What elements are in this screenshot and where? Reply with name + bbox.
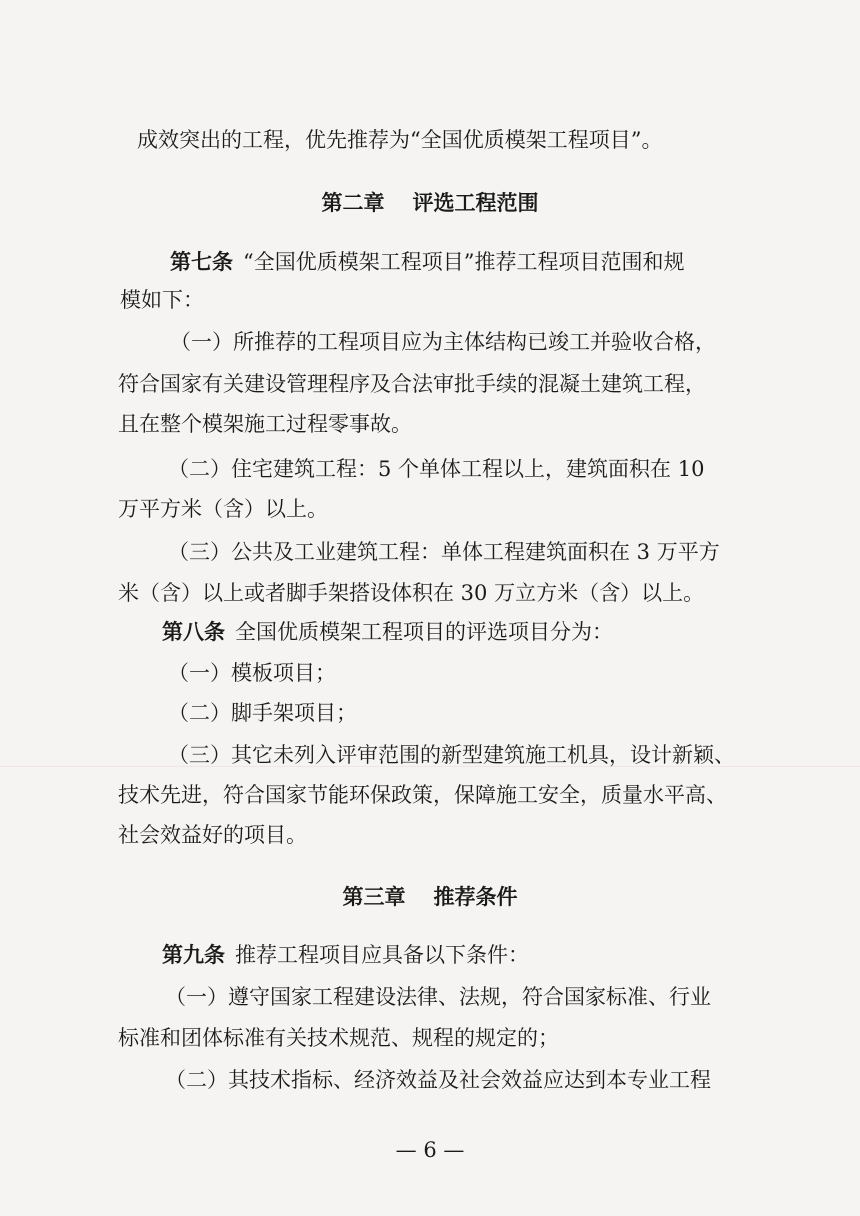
article-line	[170, 247, 684, 277]
body-line: 符合国家有关建设管理程序及合法审批手续的混凝土建筑工程，	[118, 372, 706, 396]
chapter-title: 推荐条件	[433, 885, 518, 909]
body-line: 成效突出的工程，优先推荐为“全国优质模架工程项目”。	[137, 128, 663, 152]
article-label: 第八条	[162, 620, 225, 644]
body-line: （三）公共及工业建筑工程：单体工程建筑面积在 3 万平方	[168, 540, 720, 564]
body-line: 万平方米（含）以上。	[118, 497, 328, 521]
body-line: （一）模板项目；	[168, 661, 336, 685]
chapter-heading	[0, 188, 860, 218]
body-line: 模如下：	[120, 288, 204, 312]
article-line	[162, 617, 613, 647]
chapter-number: 第三章	[342, 885, 406, 909]
body-line: （一）遵守国家工程建设法律、法规，符合国家标准、行业	[165, 985, 711, 1009]
article-line	[162, 940, 529, 970]
body-line: 米（含）以上或者脚手架搭设体积在 30 万立方米（含）以上。	[118, 581, 705, 605]
chapter-number: 第二章	[321, 191, 385, 215]
body-line: 技术先进，符合国家节能环保政策，保障施工安全，质量水平高、	[118, 783, 727, 807]
body-line: （二）住宅建筑工程：5 个单体工程以上，建筑面积在 10	[168, 457, 705, 481]
body-line: 社会效益好的项目。	[118, 823, 307, 847]
article-text: 全国优质模架工程项目的评选项目分为：	[235, 620, 613, 644]
body-line: （二）其技术指标、经济效益及社会效益应达到本专业工程	[165, 1068, 711, 1092]
article-text: “全国优质模架工程项目”推荐工程项目范围和规	[243, 250, 685, 274]
scan-artifact-line	[0, 766, 860, 767]
body-line: （一）所推荐的工程项目应为主体结构已竣工并验收合格，	[170, 330, 716, 354]
body-line: （三）其它未列入评审范围的新型建筑施工机具，设计新颖、	[168, 743, 735, 767]
chapter-title: 评选工程范围	[412, 191, 539, 215]
page-number: — 6 —	[395, 1138, 465, 1162]
body-line: 且在整个模架施工过程零事故。	[118, 412, 412, 436]
article-text: 推荐工程项目应具备以下条件：	[235, 943, 529, 967]
article-label: 第九条	[162, 943, 225, 967]
chapter-heading	[0, 882, 860, 912]
article-label: 第七条	[170, 250, 233, 274]
body-line: （二）脚手架项目；	[168, 701, 357, 725]
body-line: 标准和团体标准有关技术规范、规程的规定的；	[118, 1026, 559, 1050]
